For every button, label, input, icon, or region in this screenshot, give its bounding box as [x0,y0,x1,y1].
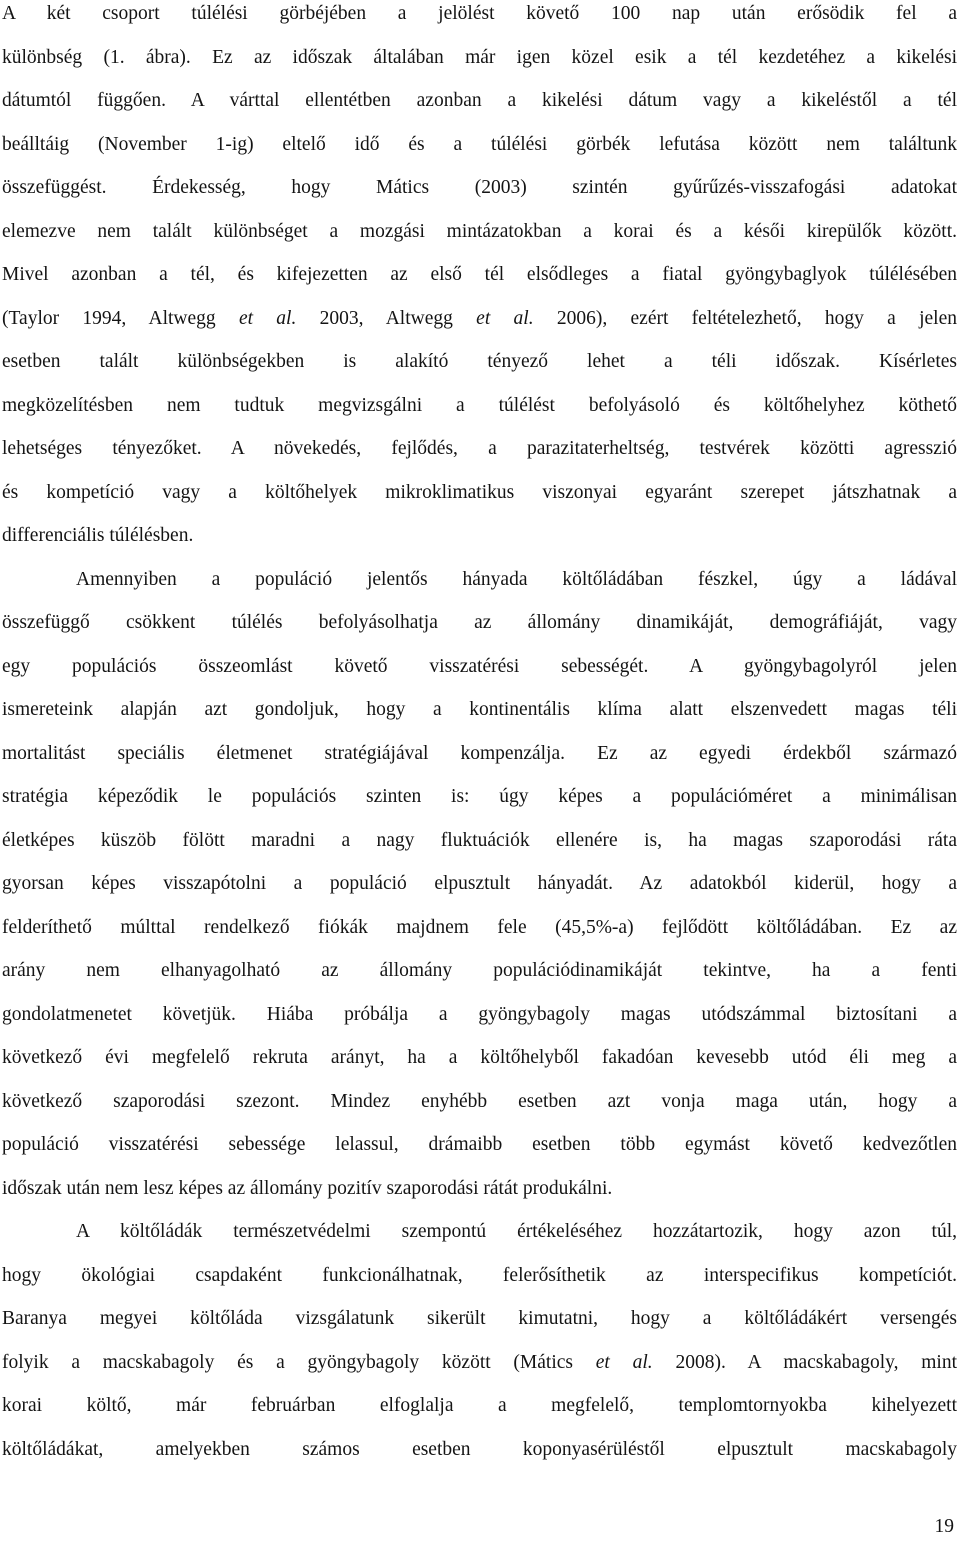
text-segment: folyik a macskabagoly és a gyöngybagoly között (Mátics [2,1352,596,1373]
text-line [2,1089,957,1115]
text-segment: gondolatmenetet követjük. Hiába próbálja a gyöngybagoly magas utódszámmal biztosítani a [2,1004,957,1025]
text-line [2,871,957,897]
text-line [76,1219,957,1245]
text-segment: elemezve nem talált különbséget a mozgási mintázatokban a korai és a késői kirepülők között. [2,221,957,242]
text-line [2,1263,957,1289]
text-line [2,480,957,506]
text-segment: esetben talált különbségekben is alakító tényező lehet a téli időszak. Kísérletes [2,351,957,372]
text-segment: mortalitást speciális életmenet stratégiájával kompenzálja. Ez az egyedi érdekből származó [2,743,957,764]
text-segment: egy populációs összeomlást követő visszatérési sebességét. A gyöngybagolyról jelen [2,656,957,677]
text-segment: korai költő, már februárban elfoglalja a megfelelő, templomtornyokba kihelyezett [2,1395,957,1416]
text-line [2,1437,957,1463]
text-segment: következő szaporodási szezont. Mindez enyhébb esetben azt vonja maga után, hogy a [2,1091,957,1112]
text-line [2,132,957,158]
text-line [2,349,957,375]
italic-text: et al. [238,308,297,329]
text-segment: összefüggő csökkent túlélés befolyásolhatja az állomány dinamikáját, demográfiáját, vagy [2,612,957,633]
text-line [2,1,957,27]
text-segment: A két csoport túlélési görbéjében a jelölést követő 100 nap után erősödik fel a [2,3,957,24]
text-line [2,262,957,288]
text-segment: populáció visszatérési sebessége lelassul, drámaibb esetben több egymást követő kedvezőtlen [2,1134,957,1155]
text-line [2,958,957,984]
text-line [2,1393,957,1419]
text-segment: és kompetíció vagy a költőhelyek mikroklimatikus viszonyai egyaránt szerepet játszhatnak a [2,482,957,503]
text-line [2,1350,957,1376]
text-line [2,741,957,767]
text-line [2,523,957,549]
text-segment: stratégia képeződik le populációs szinten is: úgy képes a populációméret a minimálisan [2,786,957,807]
text-line [2,1176,957,1202]
text-segment: költőládákat, amelyekben számos esetben koponyasérüléstől elpusztult macskabagoly [2,1439,957,1460]
text-line [2,1306,957,1332]
text-segment: időszak után nem lesz képes az állomány pozitív szaporodási rátát produkálni. [2,1178,613,1199]
text-segment: 2006), ezért feltételezhető, hogy a jelen [533,308,957,329]
text-segment: különbség (1. ábra). Ez az időszak általában már igen közel esik a tél kezdetéhez a kikelési [2,47,957,68]
text-line [2,219,957,245]
text-segment: életképes küszöb fölött maradni a nagy fluktuációk ellenére is, ha magas szaporodási ráta [2,830,957,851]
text-line [2,1045,957,1071]
text-segment: beálltáig (November 1-ig) eltelő idő és a túlélési görbék lefutása között nem találtunk [2,134,957,155]
text-segment: Mivel azonban a tél, és kifejezetten az első tél elsődleges a fiatal gyöngybaglyok túlélésében [2,264,957,285]
text-line [2,784,957,810]
text-segment: lehetséges tényezőket. A növekedés, fejlődés, a parazitaterheltség, testvérek közötti agresszió [2,438,957,459]
text-line [2,915,957,941]
text-segment: A költőládák természetvédelmi szempontú értékeléséhez hozzátartozik, hogy azon túl, [76,1221,957,1242]
text-segment: 2008). A macskabagoly, mint [652,1352,957,1373]
text-line [2,1002,957,1028]
text-segment: felderíthető múlttal rendelkező fiókák majdnem fele (45,5%-a) fejlődött költőládában. Ez az [2,917,957,938]
text-line [2,1132,957,1158]
text-line [2,175,957,201]
italic-text: et al. [476,308,534,329]
text-line [2,88,957,114]
text-line [2,436,957,462]
text-segment: Baranya megyei költőláda vizsgálatunk sikerült kimutatni, hogy a költőládákért versengés [2,1308,957,1329]
text-segment: differenciális túlélésben. [2,525,194,546]
text-line [2,697,957,723]
text-line [2,610,957,636]
text-line [76,567,957,593]
text-segment: Amennyiben a populáció jelentős hányada költőládában fészkel, úgy a ládával [76,569,957,590]
text-line [2,654,957,680]
text-line [2,828,957,854]
text-segment: következő évi megfelelő rekruta arányt, ha a költőhelyből fakadóan kevesebb utód éli meg a [2,1047,957,1068]
italic-text: et al. [595,1352,653,1373]
text-segment: (Taylor 1994, Altwegg [2,308,239,329]
text-line [2,393,957,419]
text-segment: hogy ökológiai csapdaként funkcionálhatnak, felerősíthetik az interspecifikus kompetíciót. [2,1265,957,1286]
text-segment: ismereteink alapján azt gondoljuk, hogy a kontinentális klíma alatt elszenvedett magas téli [2,699,957,720]
text-segment: összefüggést. Érdekesség, hogy Mátics (2003) szintén gyűrűzés-visszafogási adatokat [2,177,957,198]
text-segment: megközelítésben nem tudtuk megvizsgálni a túlélést befolyásoló és költőhelyhez köthető [2,395,957,416]
text-segment: gyorsan képes visszapótolni a populáció elpusztult hányadát. Az adatokból kiderül, hogy a [2,873,957,894]
text-segment: 2003, Altwegg [296,308,477,329]
text-line [2,306,957,332]
page-number: 19 [934,1516,954,1537]
text-line [2,45,957,71]
text-segment: dátumtól függően. A várttal ellentétben azonban a kikelési dátum vagy a kikeléstől a tél [2,90,957,111]
text-segment: arány nem elhanyagolható az állomány populációdinamikáját tekintve, ha a fenti [2,960,957,981]
